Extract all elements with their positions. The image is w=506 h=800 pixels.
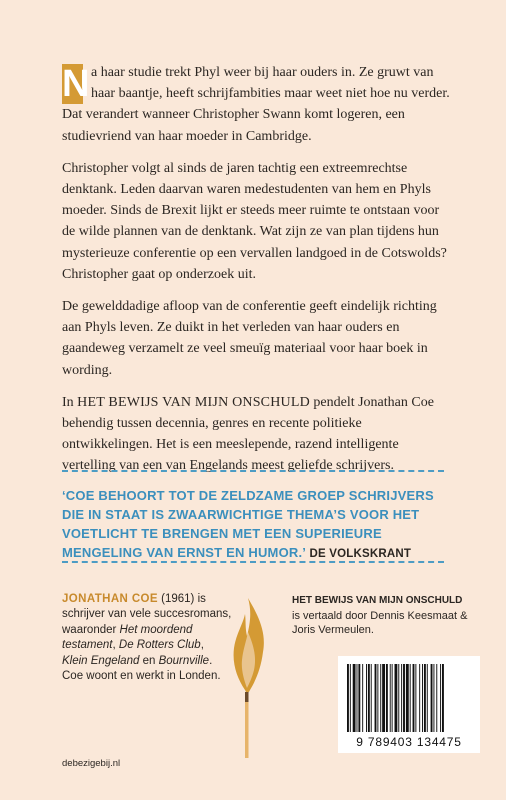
barcode-bar: [380, 664, 381, 732]
match-burnt-tip: [245, 692, 249, 702]
author-separator-2: ,: [200, 639, 204, 652]
burning-match-icon: [226, 594, 270, 764]
blurb: [62, 62, 454, 488]
publisher-website: debezigebij.nl: [62, 758, 121, 769]
dashed-divider-top: [62, 470, 444, 472]
blurb-paragraph-1: [62, 62, 454, 147]
barcode-bar: [433, 664, 434, 732]
author-book-title-1: Het moordend testament: [62, 623, 193, 652]
author-bio: [62, 592, 232, 684]
author-book-title-2: De Rotters Club: [118, 639, 201, 652]
translation-credit: [292, 594, 482, 638]
isbn-number: 9 789403 134475: [356, 735, 462, 749]
translation-book-title: HET BEWIJS VAN MIJN ONSCHULD: [292, 595, 463, 606]
blurb-paragraph-3: De gewelddadige afloop van de conferentie geeft eindelijk richting aan Phyls leven. Ze duikt in het verleden van haar ouders en gaandeweg verzamelt ze veel smeuïg materiaal voor haar boek in wording.: [62, 299, 437, 378]
barcode-bar: [406, 664, 409, 732]
barcode-bar: [398, 664, 399, 732]
barcode-bar: [440, 664, 441, 732]
barcode-bar: [386, 664, 388, 732]
author-book-title-4: Bournville: [158, 654, 210, 667]
barcode-bar: [413, 664, 415, 732]
barcode-bar: [431, 664, 433, 732]
translation-credit-text: is vertaald door Dennis Keesmaat & Joris Vermeulen.: [292, 609, 468, 636]
barcode-bar: [415, 664, 416, 732]
barcode-bar: [382, 664, 385, 732]
barcode: [338, 656, 480, 753]
author-name: JONATHAN COE: [62, 593, 158, 605]
barcode-bar: [377, 664, 378, 732]
author-bio-part-2: . Coe woont en werkt in Londen.: [62, 654, 221, 683]
author-bio-part-1: (1961) is schrijver van vele succesromans, waaronder: [62, 593, 232, 636]
review-quote-text: ‘COE BEHOORT TOT DE ZELDZAME GROEP SCHRIJVERS DIE IN STAAT IS ZWAARWICHTIGE THEMA’S VOOR HET VOETLICHT TE BRENGEN MET EEN SUPERIEURE MENGELING VAN ERNST EN HUMOR.’: [62, 488, 434, 560]
review-quote: [62, 486, 454, 564]
barcode-icon: [347, 664, 471, 732]
barcode-bar: [424, 664, 426, 732]
barcode-bar: [403, 664, 405, 732]
blurb-paragraph-1-text: a haar studie trekt Phyl weer bij haar ouders in. Ze gruwt van haar baantje, heeft schrijfambities maar weet niet hoe nu verder. Dat verandert wanneer Christopher Swann komt logeren, een studievriend van haar moeder in Cambridge.: [62, 65, 450, 144]
barcode-bar: [427, 664, 428, 732]
blurb-p4-after: pendelt Jonathan Coe behendig tussen decennia, genres en recente politieke ontwikkelingen. Het is een meeslepende, razend intelligente vertelling van een van Engelands meest geliefde schrijvers.: [62, 394, 434, 474]
barcode-bar: [366, 664, 367, 732]
barcode-bar: [436, 664, 437, 732]
barcode-bar: [353, 664, 356, 732]
author-separator-3: en: [139, 654, 159, 667]
barcode-bar: [357, 664, 358, 732]
barcode-bar: [410, 664, 411, 732]
blurb-p4-before: In: [62, 394, 78, 410]
blurb-p4-book-title: HET BEWIJS VAN MIJN ONSCHULD: [77, 394, 310, 410]
drop-cap: N: [62, 63, 90, 105]
blurb-paragraph-4: [62, 392, 454, 477]
barcode-bar: [442, 664, 444, 732]
barcode-bar: [392, 664, 393, 732]
barcode-bar: [419, 664, 420, 732]
barcode-bar: [350, 664, 351, 732]
barcode-bar: [371, 664, 372, 732]
barcode-bar: [395, 664, 398, 732]
barcode-bar: [368, 664, 370, 732]
barcode-bar: [422, 664, 423, 732]
barcode-bar: [358, 664, 360, 732]
blurb-paragraph-2: Christopher volgt al sinds de jaren tachtig een extreemrechtse denktank. Leden daarvan waren medestudenten van hem en Phyls moeder. Sinds de Brexit lijkt er steeds meer ruimte te ontstaan voor de wilde plannen van de denktank. Wat zijn ze van plan tijdens hun mysterieuze conferentie op een vervallen landgoed in de Cotswolds? Christopher gaat op onderzoek uit.: [62, 160, 447, 282]
review-quote-source: DE VOLKSKRANT: [306, 548, 412, 560]
barcode-bar: [362, 664, 363, 732]
barcode-bar: [375, 664, 377, 732]
barcode-bar: [401, 664, 402, 732]
barcode-bar: [347, 664, 349, 732]
dashed-divider-bottom: [62, 561, 444, 563]
author-separator-1: ,: [112, 639, 119, 652]
barcode-bar: [390, 664, 391, 732]
author-book-title-3: Klein Engeland: [62, 654, 140, 667]
